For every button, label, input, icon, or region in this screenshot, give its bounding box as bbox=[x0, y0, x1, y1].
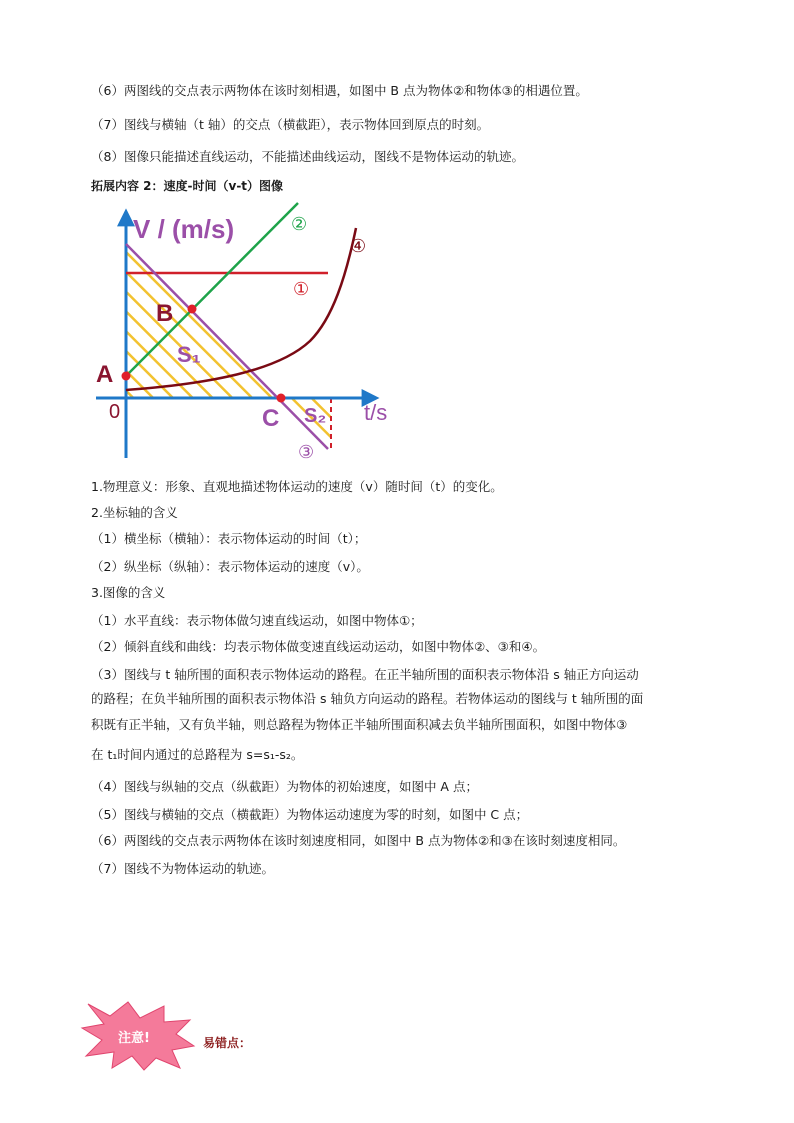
section-3-item-1: （1）水平直线：表示物体做匀速直线运动，如图中物体①； bbox=[91, 613, 423, 628]
top-item-6: （6）两图线的交点表示两物体在该时刻相遇，如图中 B 点为物体②和物体③的相遇位置。 bbox=[91, 83, 588, 98]
line-2-label: ② bbox=[291, 214, 308, 234]
y-axis-label: V / (m/s) bbox=[133, 214, 235, 244]
section-3-para-line-2: 的路程；在负半轴所围的面积表示物体沿 s 轴负方向运动的路程。若物体运动的图线与 t 轴所围的面 bbox=[91, 691, 644, 706]
point-b-dot bbox=[188, 305, 197, 314]
section-2-title: 2.坐标轴的含义 bbox=[91, 505, 178, 520]
section-3-item-6: （6）两图线的交点表示两物体在该时刻速度相同，如图中 B 点为物体②和③在该时刻速度相同。 bbox=[91, 833, 626, 848]
section-3-item-2: （2）倾斜直线和曲线：均表示物体做变速直线运动运动，如图中物体②、③和④。 bbox=[91, 639, 546, 654]
point-a-dot bbox=[122, 372, 131, 381]
section-2-item-1: （1）横坐标（横轴）：表示物体运动的时间（t）； bbox=[91, 531, 367, 546]
section-3-title: 3.图像的含义 bbox=[91, 585, 166, 600]
top-item-7: （7）图线与横轴（t 轴）的交点（横截距），表示物体回到原点的时刻。 bbox=[91, 117, 490, 132]
line-4-label: ④ bbox=[350, 236, 367, 256]
section-3-para-line-3: 积既有正半轴，又有负半轴，则总路程为物体正半轴所围面积减去负半轴所围面积，如图中物体③ bbox=[91, 717, 628, 732]
section-3-item-7: （7）图线不为物体运动的轨迹。 bbox=[91, 861, 274, 876]
section-2-item-2: （2）纵坐标（纵轴）：表示物体运动的速度（v）。 bbox=[91, 559, 369, 574]
note-badge-text: 注意! bbox=[118, 1031, 150, 1046]
line-1-label: ① bbox=[293, 279, 310, 299]
section-3-para-line-4: 在 t₁时间内通过的总路程为 s=s₁-s₂。 bbox=[91, 747, 304, 762]
point-c-dot bbox=[277, 394, 286, 403]
hint-label: 易错点： bbox=[203, 1036, 252, 1050]
line-3-label: ③ bbox=[298, 442, 315, 462]
point-c-label: C bbox=[262, 405, 280, 432]
section-3-item-4: （4）图线与纵轴的交点（纵截距）为物体的初始速度，如图中 A 点； bbox=[91, 779, 478, 794]
section-heading: 拓展内容 2：速度-时间（v-t）图像 bbox=[91, 179, 284, 193]
point-a-label: A bbox=[96, 361, 114, 388]
origin-label: 0 bbox=[109, 401, 121, 423]
point-b-label: B bbox=[156, 300, 174, 327]
section-1: 1.物理意义：形象、直观地描述物体运动的速度（v）随时间（t）的变化。 bbox=[91, 479, 503, 494]
section-3-para-line-1: （3）图线与 t 轴所围的面积表示物体运动的路程。在正半轴所围的面积表示物体沿 s 轴正方向运动 bbox=[91, 667, 639, 682]
section-3-item-5: （5）图线与横轴的交点（横截距）为物体运动速度为零的时刻，如图中 C 点； bbox=[91, 807, 529, 822]
area-s1-label: S₁ bbox=[177, 342, 201, 367]
note-starburst-icon bbox=[80, 1000, 200, 1072]
vt-graph bbox=[88, 196, 418, 466]
top-item-8: （8）图像只能描述直线运动，不能描述曲线运动，图线不是物体运动的轨迹。 bbox=[91, 149, 524, 164]
x-axis-label: t/s bbox=[364, 400, 388, 425]
area-s2-label: S₂ bbox=[304, 405, 327, 427]
